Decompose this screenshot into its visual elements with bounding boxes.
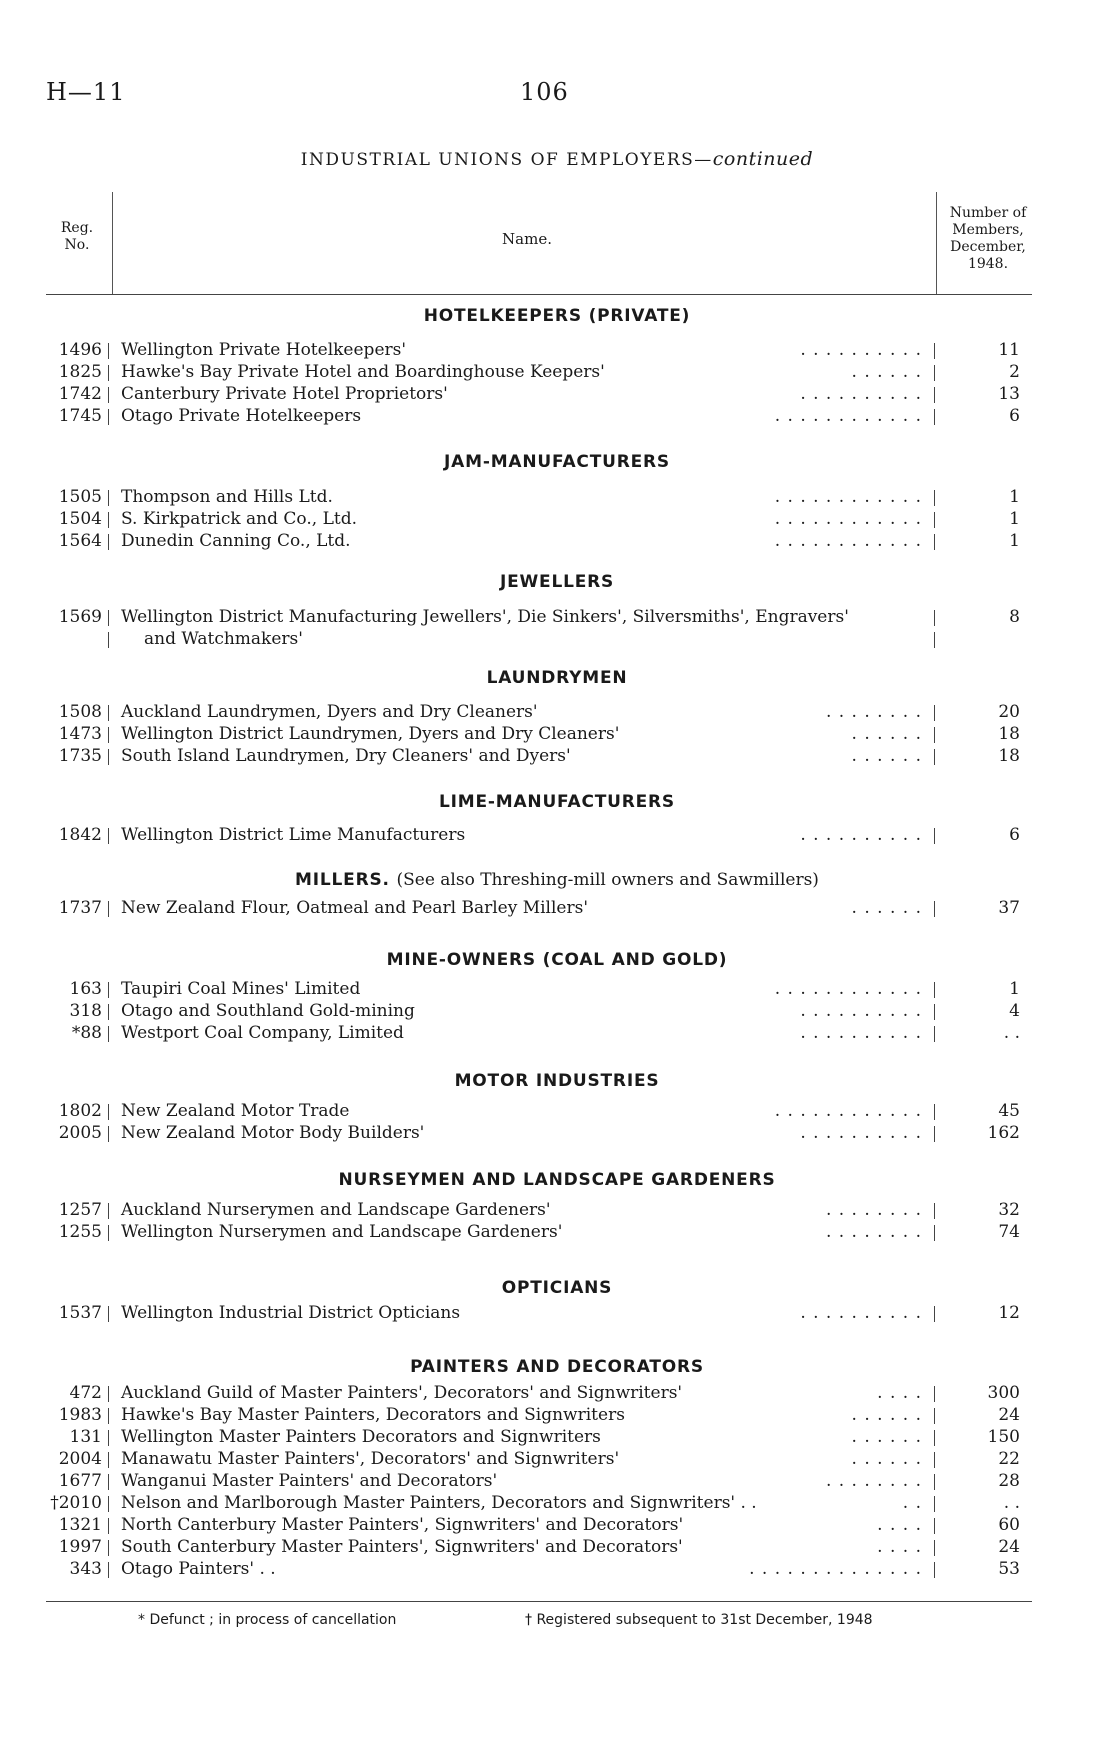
column-rule-left [108,387,109,403]
leader-dots: . . . . . . . . [825,1222,922,1242]
reg-number: 1842 [58,825,102,845]
leader-dots: . . . . . . [851,898,922,918]
union-name: Manawatu Master Painters', Decorators' and Signwriters' [121,1449,620,1469]
leader-dots: . . . . . . [851,1449,922,1469]
column-rule-left [108,901,109,917]
column-rule-right [934,1408,935,1424]
table-row [0,1427,1114,1449]
table-row [0,1383,1114,1405]
column-rule-left [108,1430,109,1446]
table-row [0,531,1114,553]
union-name: Hawke's Bay Master Painters, Decorators and Signwriters [121,1405,625,1425]
member-count: 11 [998,340,1020,360]
union-name: New Zealand Motor Body Builders' [121,1123,425,1143]
member-count: . . [1003,1023,1020,1043]
leader-dots: . . . . [877,1515,922,1535]
title-italic: continued [712,148,814,170]
leader-dots: . . . . . . . . . . . . [774,487,922,507]
member-count: 1 [1009,509,1020,529]
reg-number: 1564 [58,531,102,551]
union-name: Wellington Master Painters Decorators and Signwriters [121,1427,601,1447]
column-rule-right [934,1430,935,1446]
column-rule-left [108,1203,109,1219]
union-name: Taupiri Coal Mines' Limited [121,979,361,999]
reg-number: 1505 [58,487,102,507]
union-name: Wellington Industrial District Opticians [121,1303,461,1323]
reg-number: 1677 [58,1471,102,1491]
column-rule-left [108,1408,109,1424]
member-count: 74 [998,1222,1020,1242]
column-header-name: Name. [502,230,552,248]
union-name: Auckland Nurserymen and Landscape Gardeners' [121,1200,551,1220]
section-heading [0,572,1114,592]
reg-number: 318 [69,1001,102,1021]
section-heading [0,306,1114,326]
member-count: 162 [987,1123,1020,1143]
table-row [0,1023,1114,1045]
union-name: Dunedin Canning Co., Ltd. [121,531,351,551]
reg-number: 131 [69,1427,102,1447]
column-rule-right [934,1540,935,1556]
column-header-reg-line1: Reg. [60,220,94,236]
table-row [0,384,1114,406]
member-count: 53 [998,1559,1020,1579]
union-name: Otago and Southland Gold-mining [121,1001,415,1021]
column-rule-right [934,1026,935,1042]
table-row [0,825,1114,847]
column-rule-right [934,632,935,648]
union-name: Wellington Nurserymen and Landscape Gardeners' [121,1222,563,1242]
header-bottom-rule [46,294,1032,295]
leader-dots: . . [902,1493,922,1513]
reg-number: 1802 [58,1101,102,1121]
union-name: Auckland Guild of Master Painters', Decorators' and Signwriters' [121,1383,683,1403]
leader-dots: . . . . . . [851,362,922,382]
section-heading [0,1278,1114,1298]
column-rule-right [934,1496,935,1512]
union-name: Wellington District Laundrymen, Dyers and Dry Cleaners' [121,724,620,744]
header-divider-left [112,192,113,294]
reg-number: 1321 [58,1515,102,1535]
column-header-number [938,205,1038,305]
union-name: Canterbury Private Hotel Proprietors' [121,384,448,404]
union-name: Wellington District Lime Manufacturers [121,825,466,845]
header-divider-right [936,192,937,294]
union-name: South Island Laundrymen, Dry Cleaners' and Dyers' [121,746,571,766]
leader-dots: . . . . [877,1537,922,1557]
section-heading-text: LIME-MANUFACTURERS [439,792,675,812]
column-rule-right [934,749,935,765]
leader-dots: . . . . . . [851,1405,922,1425]
column-rule-left [108,705,109,721]
union-name: Wellington District Manufacturing Jewellers', Die Sinkers', Silversmiths', Engravers' [121,607,849,627]
column-rule-left [108,343,109,359]
reg-number: 1825 [58,362,102,382]
reg-number: 1983 [58,1405,102,1425]
member-count: 1 [1009,487,1020,507]
table-row [0,487,1114,509]
union-name: South Canterbury Master Painters', Signwriters' and Decorators' [121,1537,683,1557]
member-count: 4 [1009,1001,1020,1021]
section-heading-text: HOTELKEEPERS (PRIVATE) [423,306,691,326]
column-rule-left [108,365,109,381]
column-rule-left [108,1104,109,1120]
column-rule-right [934,1518,935,1534]
leader-dots: . . . . . . [851,724,922,744]
leader-dots: . . . . . . . . . . . . . . [749,1559,922,1579]
reg-number: 1742 [58,384,102,404]
column-rule-right [934,1306,935,1322]
reg-number: 1496 [58,340,102,360]
leader-dots: . . . . . . . . [825,1200,922,1220]
column-rule-left [108,1126,109,1142]
reg-number: 2005 [58,1123,102,1143]
leader-dots: . . . . . . . . . . [800,384,922,404]
leader-dots: . . . . . . . . . . [800,1001,922,1021]
reg-number: 1473 [58,724,102,744]
column-rule-left [108,1562,109,1578]
table-row [0,1222,1114,1244]
column-header-reg-line2: No. [64,237,90,253]
table-row-continuation [0,629,1114,651]
table-row [0,1493,1114,1515]
column-rule-left [108,1496,109,1512]
leader-dots: . . . . . . . . . . [800,1123,922,1143]
column-rule-right [934,1126,935,1142]
column-rule-right [934,828,935,844]
member-count: 22 [998,1449,1020,1469]
reg-number: 1737 [58,898,102,918]
column-rule-left [108,1474,109,1490]
leader-dots: . . . . . . . . [825,702,922,722]
union-name: Wanganui Master Painters' and Decorators' [121,1471,498,1491]
section-heading-text: MILLERS. [295,870,390,890]
column-rule-left [108,982,109,998]
section-heading-text: MOTOR INDUSTRIES [454,1071,660,1091]
column-header-number-line3: December, [950,239,1026,255]
leader-dots: . . . . . . . . . . [800,340,922,360]
section-heading [0,452,1114,472]
union-name: Westport Coal Company, Limited [121,1023,404,1043]
leader-dots: . . . . . . [851,1427,922,1447]
leader-dots: . . . . . . . . . . . . [774,979,922,999]
section-heading-text: OPTICIANS [501,1278,613,1298]
reg-number: 163 [69,979,102,999]
union-name: North Canterbury Master Painters', Signwriters' and Decorators' [121,1515,684,1535]
member-count: 20 [998,702,1020,722]
table-row [0,1200,1114,1222]
section-heading [0,1071,1114,1091]
union-name: Auckland Laundrymen, Dyers and Dry Cleaners' [121,702,538,722]
member-count: . . [1003,1493,1020,1513]
section-heading [0,792,1114,812]
member-count: 6 [1009,825,1020,845]
column-rule-right [934,1562,935,1578]
column-rule-right [934,343,935,359]
member-count: 45 [998,1101,1020,1121]
table-row [0,1515,1114,1537]
column-rule-right [934,1225,935,1241]
leader-dots: . . . . . . . . . . . . [774,509,922,529]
column-header-reg [46,220,108,320]
leader-dots: . . . . . . . . . . . . [774,406,922,426]
column-rule-left [108,1306,109,1322]
page-number: 106 [520,78,569,106]
table-row [0,1449,1114,1471]
leader-dots: . . . . . . . . . . [800,1023,922,1043]
reg-number: 1537 [58,1303,102,1323]
table-row [0,1001,1114,1023]
column-rule-left [108,534,109,550]
member-count: 32 [998,1200,1020,1220]
reg-number: 1735 [58,746,102,766]
footnote-defunct: * Defunct ; in process of cancellation [138,1612,397,1628]
table-row [0,702,1114,724]
leader-dots: . . . . [877,1383,922,1403]
section-heading-text: NURSEYMEN AND LANDSCAPE GARDENERS [338,1170,776,1190]
column-rule-left [108,632,109,648]
column-rule-left [108,610,109,626]
column-rule-right [934,1203,935,1219]
union-name: Otago Painters' . . [121,1559,276,1579]
member-count: 150 [987,1427,1020,1447]
table-bottom-rule [46,1601,1032,1602]
leader-dots: . . . . . . . . . . [800,825,922,845]
member-count: 1 [1009,531,1020,551]
column-rule-right [934,705,935,721]
leader-dots: . . . . . . . . [825,1471,922,1491]
section-heading [0,950,1114,970]
table-row [0,340,1114,362]
table-row [0,1471,1114,1493]
column-rule-left [108,749,109,765]
column-rule-right [934,1474,935,1490]
section-heading-text: LAUNDRYMEN [486,668,628,688]
footnote-registered: † Registered subsequent to 31st December, 1948 [525,1612,873,1628]
title-main: INDUSTRIAL UNIONS OF EMPLOYERS— [300,150,713,170]
column-rule-left [108,1540,109,1556]
column-rule-right [934,409,935,425]
column-rule-left [108,1452,109,1468]
column-rule-left [108,1386,109,1402]
column-rule-right [934,1104,935,1120]
column-rule-right [934,387,935,403]
union-name: New Zealand Motor Trade [121,1101,350,1121]
table-row [0,746,1114,768]
member-count: 28 [998,1471,1020,1491]
leader-dots: . . . . . . . . . . [800,1303,922,1323]
column-rule-left [108,828,109,844]
section-heading [0,1357,1114,1377]
reg-number: 1997 [58,1537,102,1557]
section-heading-text: JEWELLERS [499,572,615,592]
member-count: 8 [1009,607,1020,627]
member-count: 24 [998,1405,1020,1425]
column-rule-left [108,409,109,425]
column-rule-right [934,982,935,998]
union-name: Thompson and Hills Ltd. [121,487,333,507]
reg-number: 1504 [58,509,102,529]
table-row [0,1303,1114,1325]
column-rule-right [934,727,935,743]
union-name: S. Kirkpatrick and Co., Ltd. [121,509,357,529]
column-header-number-line2: Members, [952,222,1024,238]
reg-number: 2004 [58,1449,102,1469]
column-header-number-line4: 1948. [967,256,1009,272]
table-row [0,509,1114,531]
member-count: 18 [998,746,1020,766]
table-row [0,724,1114,746]
member-count: 13 [998,384,1020,404]
member-count: 37 [998,898,1020,918]
section-heading [0,1170,1114,1190]
member-count: 6 [1009,406,1020,426]
column-rule-left [108,1225,109,1241]
member-count: 60 [998,1515,1020,1535]
column-rule-left [108,490,109,506]
table-row [0,1559,1114,1581]
column-rule-right [934,610,935,626]
column-rule-left [108,727,109,743]
table-row [0,1405,1114,1427]
column-rule-right [934,534,935,550]
section-heading-text: PAINTERS AND DECORATORS [410,1357,704,1377]
column-rule-left [108,1004,109,1020]
table-row [0,1101,1114,1123]
member-count: 300 [987,1383,1020,1403]
table-row [0,607,1114,629]
column-rule-right [934,901,935,917]
column-rule-right [934,490,935,506]
table-row [0,979,1114,1001]
section-heading [0,870,1114,890]
member-count: 2 [1009,362,1020,382]
column-rule-right [934,512,935,528]
reg-number: 1569 [58,607,102,627]
table-row [0,406,1114,428]
column-rule-left [108,1518,109,1534]
union-name: Otago Private Hotelkeepers [121,406,362,426]
section-heading-text: MINE-OWNERS (COAL AND GOLD) [386,950,728,970]
reg-number: 1508 [58,702,102,722]
union-name-continued: and Watchmakers' [144,629,303,649]
column-rule-right [934,1004,935,1020]
reg-number: *88 [71,1023,102,1043]
table-row [0,898,1114,920]
reg-number: †2010 [50,1493,102,1513]
leader-dots: . . . . . . . . . . . . [774,531,922,551]
leader-dots: . . . . . . . . . . . . [774,1101,922,1121]
column-rule-right [934,1386,935,1402]
column-rule-left [108,1026,109,1042]
column-rule-right [934,365,935,381]
union-name: Hawke's Bay Private Hotel and Boardinghouse Keepers' [121,362,605,382]
union-name: Wellington Private Hotelkeepers' [121,340,407,360]
reg-number: 1745 [58,406,102,426]
section-heading-note: (See also Threshing-mill owners and Sawmillers) [396,870,819,890]
leader-dots: . . . . . . [851,746,922,766]
report-code: H—11 [46,78,126,106]
column-rule-left [108,512,109,528]
member-count: 24 [998,1537,1020,1557]
union-name: New Zealand Flour, Oatmeal and Pearl Barley Millers' [121,898,589,918]
column-rule-right [934,1452,935,1468]
reg-number: 472 [69,1383,102,1403]
page-title [0,148,1114,170]
table-row [0,1123,1114,1145]
table-row [0,1537,1114,1559]
member-count: 18 [998,724,1020,744]
section-heading-text: JAM-MANUFACTURERS [444,452,670,472]
reg-number: 1257 [58,1200,102,1220]
member-count: 12 [998,1303,1020,1323]
table-row [0,362,1114,384]
section-heading [0,668,1114,688]
union-name: Nelson and Marlborough Master Painters, Decorators and Signwriters' . . [121,1493,757,1513]
reg-number: 1255 [58,1222,102,1242]
member-count: 1 [1009,979,1020,999]
column-header-number-line1: Number of [949,205,1027,221]
reg-number: 343 [69,1559,102,1579]
